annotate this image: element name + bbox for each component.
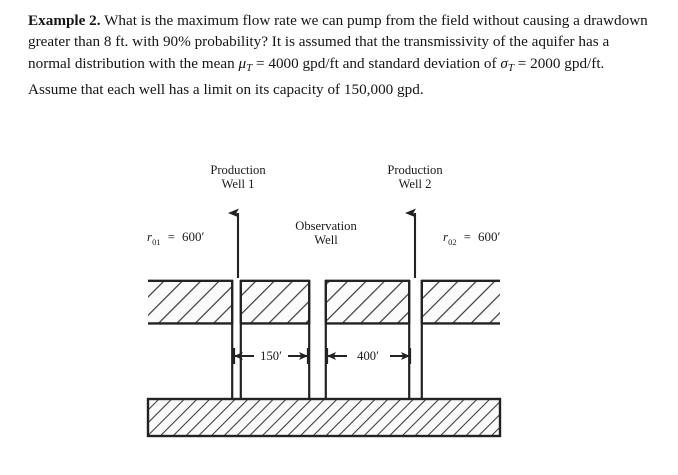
observation-well-label	[295, 219, 357, 247]
mean-subscript: T	[246, 61, 253, 74]
radius-1-subscript: 01	[152, 237, 161, 247]
radius-2-subscript: 02	[448, 237, 457, 247]
observation-well-label-line2: Well	[314, 233, 338, 247]
sd-symbol: σ	[500, 54, 508, 72]
well-casing-production-2	[409, 280, 422, 399]
problem-statement	[28, 10, 652, 101]
production-well-1-label	[210, 163, 266, 191]
radius-1-symbol: r	[147, 229, 153, 244]
bedrock-bar	[148, 399, 500, 436]
dimension-400	[327, 348, 410, 364]
dimension-400-label: 400′	[357, 349, 379, 363]
observation-well-label-line1: Observation	[295, 219, 357, 233]
production-well-1-label-line2: Well 1	[221, 177, 255, 191]
aquifer-block-right	[421, 280, 500, 324]
radius-1-value: 600′	[182, 229, 205, 244]
well-casing-observation	[309, 280, 326, 399]
problem-body-2: = 4000 gpd/ft and standard deviation of	[252, 54, 501, 72]
radius-2-value: 600′	[478, 229, 501, 244]
sd-subscript: T	[507, 61, 514, 74]
radius-1-equals: =	[167, 229, 175, 244]
production-well-2-label	[387, 163, 443, 191]
production-well-2-label-line1: Production	[387, 163, 443, 177]
radius-2-label	[443, 229, 501, 247]
aquifer-block-mid-right	[325, 280, 410, 324]
mean-symbol: μ	[238, 54, 247, 72]
problem-body-3: = 2000 gpd/ft. Assume that each well has a limit on its capacity of 150,000 gpd.	[28, 54, 605, 99]
dimension-150	[234, 348, 308, 364]
radius-2-symbol: r	[443, 229, 449, 244]
aquifer-block-left	[148, 280, 233, 324]
aquifer-block-mid-left	[240, 280, 310, 324]
radius-1-label	[147, 229, 205, 247]
well-field-diagram	[0, 150, 678, 475]
production-well-2-label-line2: Well 2	[398, 177, 432, 191]
production-well-1-label-line1: Production	[210, 163, 266, 177]
well-casing-production-1	[232, 280, 241, 399]
example-label: Example 2.	[28, 12, 101, 29]
dimension-150-label: 150′	[260, 349, 282, 363]
radius-2-equals: =	[463, 229, 471, 244]
problem-body-1: What is the maximum flow rate we can pump from the field without causing a drawdown greater than 8 ft. with 90% probability? It is assumed that the transmissivity of the aquifer has a normal distribution with the mean	[28, 12, 648, 72]
